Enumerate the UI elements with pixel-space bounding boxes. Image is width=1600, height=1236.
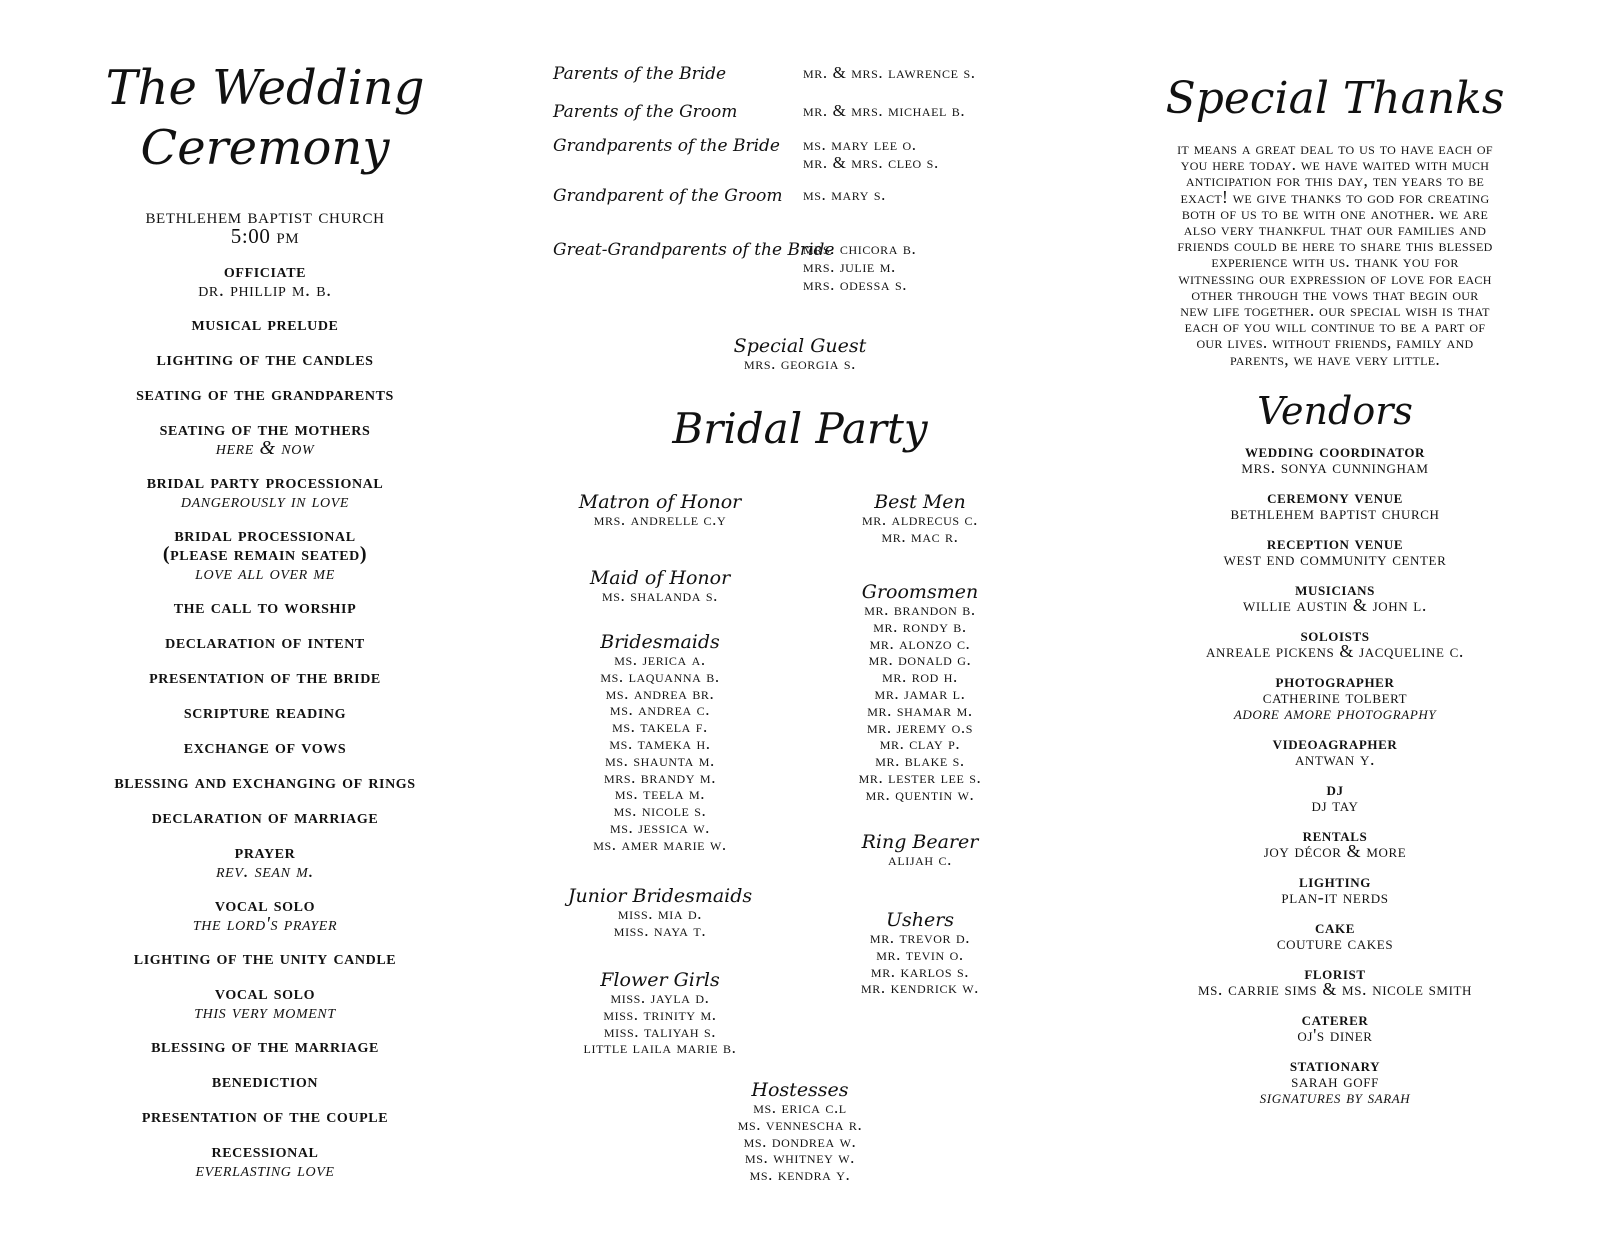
member-name: ms. laquanna b. (600, 666, 720, 686)
program-item (0, 1037, 530, 1056)
member-name: mrs. brandy m. (603, 767, 717, 787)
vendor-role: rentals (1302, 824, 1368, 845)
family-row (553, 186, 1053, 206)
group-names (820, 602, 1020, 804)
ceremony-program-list (0, 262, 530, 1179)
member-name: mr. trevor d. (869, 928, 971, 947)
program-item (0, 896, 530, 933)
program-item-title: the call to worship (173, 596, 357, 618)
member-name: mr. karlos s. (870, 961, 970, 981)
program-item (0, 385, 530, 404)
family-names (803, 186, 886, 204)
program-item-detail: everlasting love (195, 1159, 335, 1181)
vendor-name: oj's diner (1297, 1024, 1373, 1045)
member-name: ms. vennescha r. (737, 1114, 863, 1134)
family-name: mr. & mrs. cleo s. (803, 153, 939, 172)
program-item (0, 738, 530, 757)
family-name: mrs. julie m. (803, 257, 896, 276)
member-name: mr. shamar m. (867, 700, 973, 720)
program-item-title: bridal processional (174, 524, 356, 546)
family-row (553, 135, 1053, 172)
thanks-line: each of you will continue to be a part of (1184, 316, 1486, 337)
member-name: mr. jamar l. (874, 683, 966, 703)
program-item (0, 598, 530, 617)
program-item-title: seating of the grandparents (136, 383, 394, 405)
program-item (0, 773, 530, 792)
member-name: mr. lester lee s. (858, 767, 982, 787)
program-item-title: presentation of the bride (149, 666, 381, 688)
vendor-name: mrs. sonya cunningham (1241, 456, 1429, 477)
program-item (0, 984, 530, 1021)
vendor-name: joy décor & more (1263, 840, 1407, 861)
member-name: little laila marie b. (583, 1038, 737, 1058)
ceremony-title: The Wedding Ceremony (105, 60, 425, 176)
group-label: Hostesses (751, 1079, 849, 1101)
member-name: ms. nicole s. (613, 801, 707, 821)
ceremony-panel (0, 0, 530, 1236)
vendor-name: anreale pickens & jacqueline c. (1205, 640, 1465, 661)
program-item-title: declaration of intent (165, 631, 365, 653)
church-name: bethlehem baptist church (145, 204, 385, 228)
vendor-item (1070, 440, 1600, 477)
member-name: ms. andrea c. (609, 700, 711, 720)
vendor-name: catherine tolbert (1262, 686, 1408, 707)
group-label: Maid of Honor (589, 567, 731, 589)
maid-group (540, 568, 780, 605)
member-name: miss. taliyah s. (603, 1021, 717, 1041)
member-name: mr. rod h. (882, 667, 958, 687)
family-name: mrs. chicora b. (803, 239, 917, 258)
program-item (0, 526, 530, 582)
vendor-company: signatures by sarah (1259, 1086, 1411, 1107)
vendor-item (1070, 824, 1600, 861)
program-item-detail: dangerously in love (180, 490, 350, 512)
groomsmen-group (820, 582, 1020, 804)
family-label: Parents of the Bride (553, 64, 727, 84)
bridal-party-panel (530, 0, 1070, 1236)
member-name: ms. teela m. (614, 784, 706, 804)
special-guest-label: Special Guest (733, 335, 867, 357)
vendor-role: reception venue (1266, 532, 1404, 553)
thanks-line: other through the vows that begin our (1191, 283, 1479, 304)
vendor-role: dj (1326, 778, 1344, 799)
vendor-item (1070, 578, 1600, 615)
family-label: Parents of the Groom (553, 102, 738, 122)
group-names (540, 990, 780, 1057)
member-name: ms. shaunta m. (605, 750, 715, 770)
group-label: Best Men (874, 491, 966, 513)
thanks-line: you here today. we have waited with much (1180, 154, 1490, 175)
vendor-role: cake (1315, 916, 1355, 937)
member-name: miss. jayla d. (610, 988, 710, 1007)
family-name: ms. mary s. (803, 185, 886, 204)
program-item-title: vocal solo (214, 894, 316, 916)
program-item (0, 703, 530, 722)
thanks-vendors-panel (1070, 0, 1600, 1236)
program-item-title: blessing and exchanging of rings (114, 771, 416, 793)
program-item-title: bridal party processional (146, 471, 384, 493)
member-name: alijah c. (888, 850, 952, 869)
group-names (680, 1100, 920, 1184)
vendor-company: adore amore photography (1233, 702, 1437, 723)
thanks-line: both of us to be with one another. we are (1181, 202, 1489, 223)
member-name: miss. trinity m. (603, 1004, 717, 1024)
program-item-title: officiate (223, 260, 307, 282)
thanks-line: parents, we have very little. (1229, 348, 1441, 369)
group-names (540, 512, 780, 529)
program-item (0, 1107, 530, 1126)
vendor-item (1070, 778, 1600, 815)
vendor-item (1070, 870, 1600, 907)
program-item-title: benediction (211, 1070, 319, 1092)
program-item (0, 1072, 530, 1091)
group-label: Ushers (885, 909, 955, 931)
program-item-detail: this very moment (194, 1001, 336, 1023)
vendor-role: musicians (1295, 578, 1375, 599)
vendor-name: west end community center (1223, 548, 1447, 569)
group-label: Junior Bridesmaids (567, 885, 753, 907)
group-label: Flower Girls (600, 969, 720, 991)
member-name: mr. tevin o. (876, 944, 964, 964)
member-name: ms. tameka h. (609, 733, 711, 753)
program-item (0, 633, 530, 652)
program-item (0, 843, 530, 880)
family-names (803, 102, 965, 120)
special-thanks-paragraph (1098, 140, 1572, 367)
member-name: miss. mia d. (617, 904, 703, 923)
group-names (820, 512, 1020, 546)
group-label: Matron of Honor (578, 491, 742, 513)
program-item-detail: love all over me (195, 562, 335, 584)
special-guest-name: mrs. georgia s. (743, 354, 856, 373)
program-item-title: presentation of the couple (141, 1105, 389, 1127)
best-men-group (820, 492, 1020, 546)
program-item-title: lighting of the unity candle (133, 947, 397, 969)
group-label: Ring Bearer (861, 831, 979, 853)
program-item-title: recessional (211, 1140, 319, 1162)
group-names (820, 930, 1020, 997)
member-name: ms. dondrea w. (743, 1131, 857, 1151)
vendor-role: ceremony venue (1267, 486, 1403, 507)
member-name: mr. quentin w. (865, 784, 975, 804)
vendor-name: ms. carrie sims & ms. nicole smith (1197, 978, 1473, 999)
family-name: mr. & mrs. lawrence s. (803, 63, 976, 82)
vendor-item (1070, 732, 1600, 769)
member-name: ms. andrea br. (605, 683, 715, 703)
thanks-line: new life together. our special wish is that (1180, 300, 1490, 321)
member-name: ms. takela f. (612, 717, 708, 737)
family-label: Great-Grandparents of the Bride (553, 240, 835, 260)
vendor-name: bethlehem baptist church (1230, 502, 1440, 523)
member-name: ms. jessica w. (609, 817, 711, 837)
member-name: mr. mac r. (881, 526, 959, 546)
vendor-item (1070, 962, 1600, 999)
matron-group (540, 492, 780, 529)
thanks-line: also very thankful that our families and (1183, 219, 1487, 240)
member-name: mr. kendrick w. (861, 978, 979, 998)
program-item-title: prayer (234, 841, 296, 863)
member-name: mr. brandon b. (864, 600, 976, 619)
vendor-name: dj tay (1311, 794, 1359, 815)
vendor-role: caterer (1301, 1008, 1369, 1029)
program-item-title: blessing of the marriage (151, 1035, 379, 1057)
vendor-role: soloists (1300, 624, 1370, 645)
program-item (0, 350, 530, 369)
thanks-line: our lives. without friends, family and (1196, 332, 1474, 353)
family-name: mr. & mrs. michael b. (803, 101, 966, 120)
family-label: Grandparents of the Bride (553, 136, 780, 156)
program-item (0, 808, 530, 827)
member-name: ms. whitney w. (744, 1148, 856, 1168)
family-names (803, 240, 916, 294)
vendor-role: lighting (1299, 870, 1371, 891)
bridesmaids-group (540, 632, 780, 854)
program-item (0, 473, 530, 510)
member-name: mr. donald g. (868, 650, 972, 670)
member-name: ms. shalanda s. (601, 586, 719, 605)
group-names (820, 852, 1020, 869)
vendor-item (1070, 486, 1600, 523)
member-name: ms. jerica a. (614, 650, 706, 669)
family-row (553, 239, 1053, 294)
program-item-title: declaration of marriage (151, 806, 379, 828)
vendor-name: willie austin & john l. (1243, 594, 1427, 615)
hostesses-group (680, 1080, 920, 1184)
family-names (803, 136, 939, 172)
special-thanks-title: Special Thanks (1165, 73, 1505, 124)
thanks-line: witnessing our expression of love for each (1178, 267, 1492, 288)
program-item-title: seating of the mothers (159, 418, 371, 440)
member-name: ms. kendra y. (749, 1165, 851, 1185)
junior-bridesmaids-group (540, 886, 780, 940)
family-names (803, 64, 976, 82)
vendor-role: photographer (1275, 670, 1395, 691)
member-name: ms. erica c.l (753, 1098, 847, 1117)
program-item-title: musical prelude (191, 313, 339, 335)
program-item-detail: here & now (215, 437, 315, 459)
member-name: mr. aldrecus c. (861, 510, 979, 529)
family-row (553, 102, 1053, 122)
family-label: Grandparent of the Groom (553, 186, 783, 206)
member-name: mr. rondy b. (873, 616, 967, 636)
bridal-party-heading (610, 404, 990, 453)
ushers-group (820, 910, 1020, 997)
vendor-name: sarah goff (1291, 1070, 1379, 1091)
member-name: miss. naya t. (613, 920, 707, 940)
thanks-line: it means a great deal to us to have each of (1177, 138, 1493, 158)
member-name: mr. blake s. (875, 751, 965, 771)
program-item-detail: the lord's prayer (192, 913, 338, 935)
vendor-role: wedding coordinator (1244, 440, 1426, 461)
flower-girls-group (540, 970, 780, 1057)
ceremony-time: 5:00 pm (230, 224, 300, 248)
vendor-name: plan-it nerds (1281, 886, 1389, 907)
program-item-detail: rev. sean m. (216, 860, 314, 882)
member-name: mrs. andrelle c.y (593, 510, 727, 529)
vendor-item (1070, 1008, 1600, 1045)
member-name: mr. jeremy o.s (866, 717, 974, 737)
thanks-line: exact! we give thanks to god for creating (1180, 186, 1490, 207)
program-item-title: scripture reading (183, 701, 347, 723)
bridal-party-title: Bridal Party (672, 404, 928, 453)
vendors-title: Vendors (1257, 388, 1413, 433)
program-item (0, 1142, 530, 1179)
vendor-item (1070, 532, 1600, 569)
program-item-title: lighting of the candles (156, 348, 374, 370)
group-names (540, 588, 780, 605)
group-label: Groomsmen (861, 581, 979, 603)
family-row (553, 64, 1053, 84)
vendor-role: stationary (1289, 1054, 1381, 1075)
program-item (0, 262, 530, 299)
group-names (540, 906, 780, 940)
program-item-title: exchange of vows (183, 736, 347, 758)
member-name: mr. clay p. (879, 734, 961, 754)
vendor-item (1070, 916, 1600, 953)
program-item-title: vocal solo (214, 982, 316, 1004)
vendor-name: antwan y. (1294, 748, 1376, 769)
ring-bearer-group (820, 832, 1020, 869)
vendor-item (1070, 1054, 1600, 1107)
member-name: mr. alonzo c. (869, 633, 971, 653)
thanks-line: friends could be here to share this blessed (1177, 235, 1493, 256)
vendor-role: florist (1304, 962, 1366, 983)
program-item-detail: dr. phillip m. b. (198, 279, 332, 301)
program-item-note: (please remain seated) (162, 543, 368, 565)
program-item (0, 949, 530, 968)
thanks-line: experience with us. thank you for (1211, 251, 1459, 272)
vendor-name: couture cakes (1276, 932, 1394, 953)
vendor-item (1070, 670, 1600, 723)
program-item (0, 315, 530, 334)
thanks-line: anticipation for this day, ten years to be (1185, 170, 1485, 191)
special-guest-block (680, 336, 920, 373)
program-item (0, 668, 530, 687)
vendor-item (1070, 624, 1600, 661)
group-label: Bridesmaids (600, 631, 720, 653)
group-names (540, 652, 780, 854)
member-name: ms. amer marie w. (593, 834, 727, 854)
vendor-list (1070, 440, 1600, 1107)
family-name: ms. mary lee o. (803, 135, 917, 154)
program-item (0, 420, 530, 457)
family-name: mrs. odessa s. (803, 275, 908, 294)
vendor-role: videoagrapher (1272, 732, 1398, 753)
